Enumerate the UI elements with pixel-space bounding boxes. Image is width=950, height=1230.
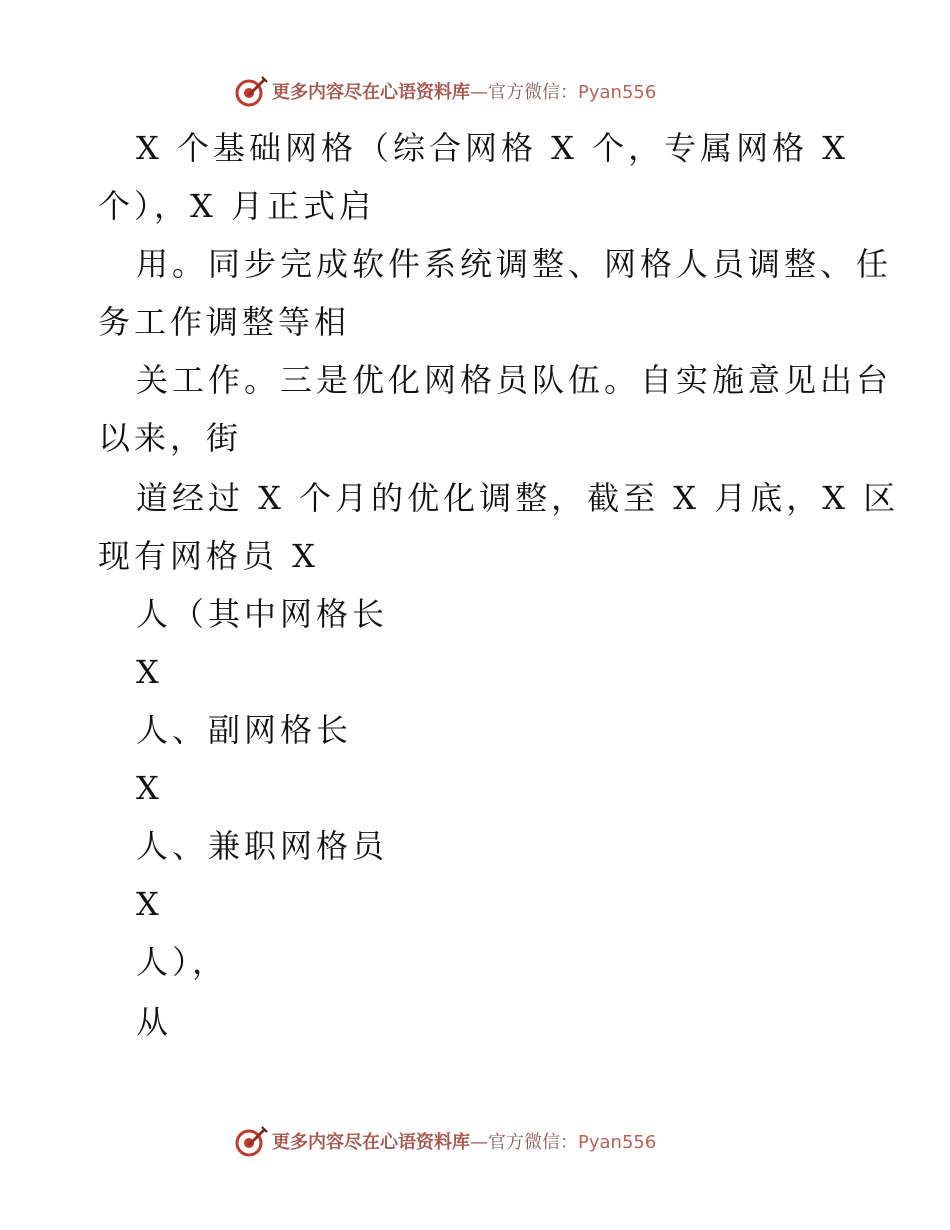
watermark-wechat-label: 官方微信： <box>488 82 578 103</box>
watermark-text <box>272 1128 656 1154</box>
footer-watermark <box>234 1122 656 1160</box>
watermark-wechat-id: Pyan556 <box>578 82 657 103</box>
text-line: 人（其中网格长 <box>136 595 389 633</box>
text-line: 人）， <box>136 943 229 981</box>
text-line: 关工作。三是优化网格员队伍。自实施意见出台 <box>136 361 893 399</box>
pen-logo-icon <box>234 1124 268 1158</box>
header-watermark <box>234 72 656 110</box>
text-line: 务工作调整等相 <box>98 303 351 341</box>
text-line: 道经过 X 个月的优化调整，截至 X 月底，X 区 <box>136 479 900 517</box>
text-line: 从 <box>136 1003 173 1041</box>
text-line: 以来，街 <box>98 419 243 457</box>
text-line: 现有网格员 X <box>98 537 319 575</box>
text-line: X <box>136 885 163 923</box>
text-line: 人、副网格长 <box>136 711 353 749</box>
watermark-wechat-id: Pyan556 <box>578 1132 657 1153</box>
text-line: 个），X 月正式启 <box>98 187 375 225</box>
watermark-site: 更多内容尽在心语资料库 <box>272 82 470 103</box>
text-line: X <box>136 653 163 691</box>
text-line: X <box>136 769 163 807</box>
text-line: 用。同步完成软件系统调整、网格人员调整、任 <box>136 245 893 283</box>
watermark-dash: — <box>470 1132 488 1153</box>
watermark-dash: — <box>470 82 488 103</box>
watermark-wechat-label: 官方微信： <box>488 1132 578 1153</box>
pen-logo-icon <box>234 74 268 108</box>
text-line: 人、兼职网格员 <box>136 827 389 865</box>
text-line: X 个基础网格（综合网格 X 个，专属网格 X <box>136 129 850 167</box>
watermark-text <box>272 78 656 104</box>
watermark-site: 更多内容尽在心语资料库 <box>272 1132 470 1153</box>
